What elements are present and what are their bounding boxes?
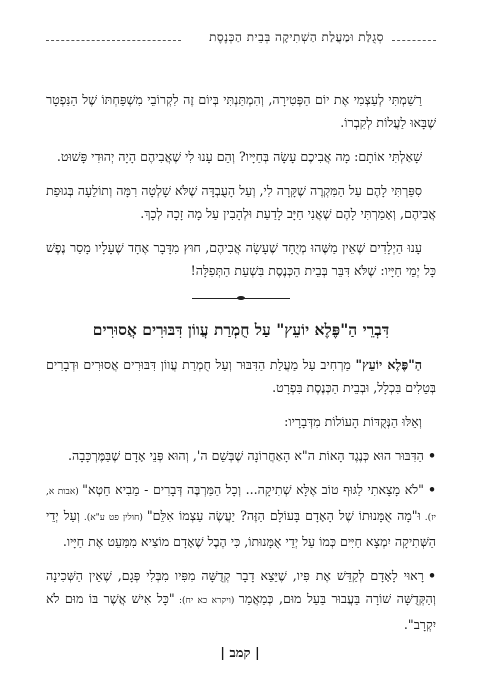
source-citation: (אבות א, יז).	[46, 487, 436, 523]
bullet-text: וְעַל יְדֵי הַשְּׁתִיקָה יִמְצָא חַיִּים כְּמוֹ עַל יְדֵי אֻמָּנוּתוֹ, כִּי הֶבֶל שֶׁאָדָם מוֹצִיא מִמַּעֵט אֶת חַיָּיו.	[46, 508, 436, 549]
bullet-text: "כָּל אִישׁ אֲשֶׁר בּוֹ מוּם לֹא יִקְרָב".	[46, 591, 436, 632]
source-citation: (חולין פט ע"א).	[79, 513, 147, 523]
running-header	[46, 28, 436, 52]
section-lead: וְאֵלּוּ הַנְּקֻדּוֹת הָעוֹלוֹת מִדְּבָרָיו:	[284, 414, 422, 429]
section-intro	[46, 353, 436, 399]
running-header-title: סְגֻלַּת וּמַעֲלַת הַשְׁתִיקָה בְּבֵית הַכְּנֶסֶת	[209, 30, 384, 44]
ornament-divider	[46, 293, 436, 303]
source-name: הַ"פֶּלֶא יוֹעֵץ"	[355, 357, 422, 372]
section-title: דִּבְרֵי הַ"פֶּלֶא יוֹעֵץ" עַל חֻמְרַת עֲווֹן דִּבּוּרִים אֲסוּרִים	[92, 320, 390, 339]
intro-text: מַרְחִיב עַל מַעֲלַת הַדִּבּוּר וְעַל חֻמְרַת עֲווֹן דִּבּוּרִים אֲסוּרִים וּדְבָרִים בְּטֵלִים בִּכְלָל, וּבְבֵית הַכְּנֶסֶת בִּפְרָט.	[46, 357, 436, 395]
bullet-text: הַדִּבּוּר הוּא כְּנֶגֶד הָאוֹת ה"א הָאַחֲרוֹנָה שֶׁבְּשֵׁם ה', וְהוּא פְּנֵי אָדָם שֶׁבַּמֶּרְכָּבָה.	[68, 448, 424, 463]
paragraph: רַשַׁמְתִּי לְעַצְמִי אֶת יוֹם הַפְּטִירָה, וְהִמְתַּנְתִּי בְּיוֹם זֶה לִקְרוֹבֵי מִשְׁפַּחְתּוֹ שֶׁל הַנִּפְטָר שֶׁבָּאוּ לַעֲלוֹת לְקִבְרוֹ.	[46, 92, 436, 130]
bullet-icon: •	[427, 482, 436, 497]
bullet-item	[46, 478, 436, 553]
bullet-item	[46, 564, 436, 636]
paragraph: עָנוּ הַיְלָדִים שֶׁאֵין מַשֶּׁהוּ מְיֻחָד שֶׁעָשָׂה אֲבִיהֶם, חוּץ מִדָּבָר אֶחָד שֶׁעָלָיו מָסַר נֶפֶשׁ כָּל יְמֵי חַיָּיו: שֶׁלֹּא דִּבֵּר בְּבֵית הַכְּנֶסֶת בִּשְׁעַת הַתְּפִלָּה!	[46, 240, 436, 278]
bullet-icon: •	[427, 448, 436, 463]
bullet-text: "לֹא מָצָאתִי לַגּוּף טוֹב אֶלָּא שְׁתִיקָה... וְכָל הַמַּרְבֶּה דְּבָרִים - מֵבִיא חֵטְא"	[82, 482, 424, 497]
page-number: | קמב |	[220, 646, 260, 661]
ornament-diamond	[237, 296, 245, 300]
bullet-text: וּ"מָה אֻמָּנוּתוֹ שֶׁל הָאָדָם בָּעוֹלָם הַזֶּה? יַעֲשֶׂה עַצְמוֹ אִלֵּם"	[146, 508, 421, 523]
paragraph: שָׁאַלְתִּי אוֹתָם: מָה אֲבִיכֶם עָשָׂה בְּחַיָּיו? וְהֵם עָנוּ לִי שֶׁאֲבִיהֶם הָיָה יְהוּדִי פָּשׁוּט.	[56, 149, 422, 164]
bullet-item	[46, 444, 436, 467]
paragraph: סִפַּרְתִּי לָהֶם עַל הַמִּקְרֶה שֶׁקָּרָה לִי, וְעַל הָעֻבְדָּה שֶׁלֹּא שָׁלְטָה רִמָּה וְתוֹלֵעָה בְּגוּפַת אֲבִיהֶם, וְאָמַרְתִּי לָהֶם שֶׁאֲנִי חַיָּב לָדַעַת וּלְהָבִין עַל מָה זָכָה לְכָךְ.	[46, 183, 436, 221]
bullet-text: רָאוּי לָאָדָם לְקַדֵּשׁ אֶת פִּיו, שֶׁיֵּצֵא דָבָר קְדֻשָּׁה מִפִּיו מִבְּלִי פְּגָם, שֶׁאֵין הַשְּׁכִינָה וְהַקְּדֻשָּׁה שׁוֹרָה בַּעֲבוּר בַּעַל מוּם, כְּמַאֲמַר	[46, 568, 436, 606]
page-body	[46, 88, 436, 647]
header-dash-left	[46, 40, 181, 41]
bullet-icon: •	[427, 568, 436, 583]
header-dash-right	[392, 40, 436, 41]
source-citation: (ויקרא כא יח):	[174, 596, 239, 606]
